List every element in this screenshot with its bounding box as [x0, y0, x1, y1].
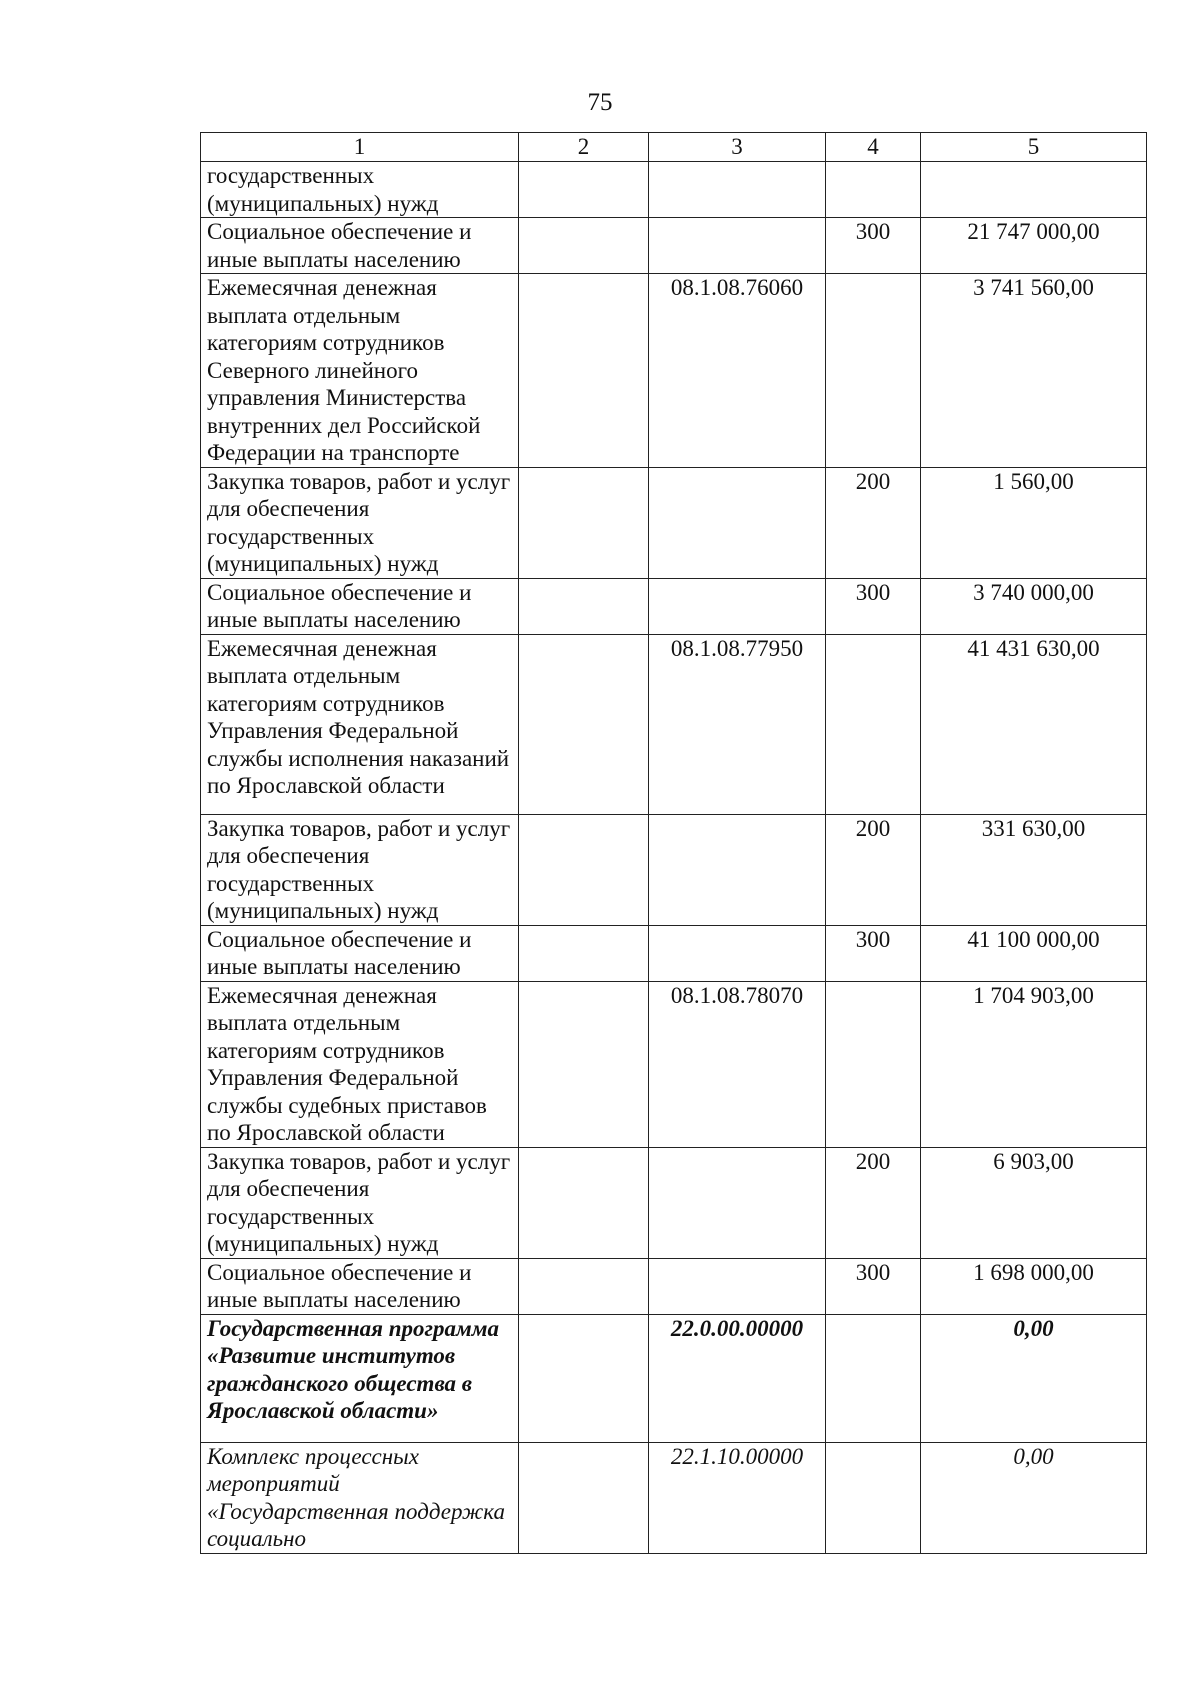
budget-table: [200, 132, 1147, 1554]
cell-amount: 41 100 000,00: [921, 925, 1147, 981]
cell-code: 08.1.08.78070: [649, 981, 826, 1147]
cell-col-2: [519, 925, 649, 981]
cell-col-2: [519, 218, 649, 274]
cell-code: [649, 218, 826, 274]
cell-expense-type: 200: [826, 467, 921, 578]
table-row: [201, 467, 1147, 578]
cell-code: [649, 467, 826, 578]
cell-col-2: [519, 467, 649, 578]
cell-name: Ежемесячная денежная выплата отдельным категориям сотрудников Управления Федеральной службы исполнения наказаний по Ярославской области: [201, 634, 519, 814]
cell-amount: 3 740 000,00: [921, 578, 1147, 634]
table-body: [201, 162, 1147, 1554]
table-row: [201, 1258, 1147, 1314]
cell-amount: 0,00: [921, 1314, 1147, 1442]
page-number: 75: [587, 89, 613, 116]
cell-code: 22.1.10.00000: [649, 1442, 826, 1553]
cell-amount: 41 431 630,00: [921, 634, 1147, 814]
cell-code: [649, 814, 826, 925]
cell-amount: 331 630,00: [921, 814, 1147, 925]
cell-code: 22.0.00.00000: [649, 1314, 826, 1442]
table-row: [201, 1314, 1147, 1442]
table-row: [201, 634, 1147, 814]
cell-amount: 1 698 000,00: [921, 1258, 1147, 1314]
cell-col-2: [519, 981, 649, 1147]
cell-name: Социальное обеспечение и иные выплаты населению: [201, 578, 519, 634]
cell-name: Социальное обеспечение и иные выплаты населению: [201, 925, 519, 981]
cell-name: Ежемесячная денежная выплата отдельным категориям сотрудников Управления Федеральной службы судебных приставов по Ярославской области: [201, 981, 519, 1147]
table-row: [201, 1147, 1147, 1258]
cell-code: [649, 162, 826, 218]
cell-name: государственных (муниципальных) нужд: [201, 162, 519, 218]
table-row: [201, 218, 1147, 274]
cell-amount: [921, 162, 1147, 218]
cell-expense-type: [826, 1314, 921, 1442]
table-row: [201, 1442, 1147, 1553]
cell-col-2: [519, 274, 649, 468]
cell-col-2: [519, 1314, 649, 1442]
cell-expense-type: 300: [826, 1258, 921, 1314]
cell-expense-type: 300: [826, 218, 921, 274]
cell-code: [649, 925, 826, 981]
header-col-1: 1: [201, 133, 519, 162]
cell-col-2: [519, 1442, 649, 1553]
header-col-4: 4: [826, 133, 921, 162]
cell-expense-type: [826, 162, 921, 218]
cell-amount: 3 741 560,00: [921, 274, 1147, 468]
cell-amount: 6 903,00: [921, 1147, 1147, 1258]
cell-expense-type: [826, 634, 921, 814]
header-col-5: 5: [921, 133, 1147, 162]
cell-name: Социальное обеспечение и иные выплаты населению: [201, 1258, 519, 1314]
cell-expense-type: 200: [826, 814, 921, 925]
cell-code: 08.1.08.77950: [649, 634, 826, 814]
table-row: [201, 925, 1147, 981]
cell-name: Закупка товаров, работ и услуг для обеспечения государственных (муниципальных) нужд: [201, 1147, 519, 1258]
cell-code: 08.1.08.76060: [649, 274, 826, 468]
cell-expense-type: 200: [826, 1147, 921, 1258]
cell-amount: 21 747 000,00: [921, 218, 1147, 274]
cell-col-2: [519, 814, 649, 925]
header-col-3: 3: [649, 133, 826, 162]
cell-expense-type: [826, 274, 921, 468]
cell-col-2: [519, 578, 649, 634]
cell-expense-type: [826, 981, 921, 1147]
header-col-2: 2: [519, 133, 649, 162]
cell-amount: 1 704 903,00: [921, 981, 1147, 1147]
cell-amount: 1 560,00: [921, 467, 1147, 578]
cell-expense-type: [826, 1442, 921, 1553]
cell-code: [649, 1258, 826, 1314]
table-row: [201, 162, 1147, 218]
cell-col-2: [519, 1147, 649, 1258]
table-row: [201, 578, 1147, 634]
cell-code: [649, 1147, 826, 1258]
cell-amount: 0,00: [921, 1442, 1147, 1553]
cell-code: [649, 578, 826, 634]
cell-name: Комплекс процессных мероприятий «Государственная поддержка социально: [201, 1442, 519, 1553]
table-row: [201, 814, 1147, 925]
table-row: [201, 981, 1147, 1147]
table-row: [201, 274, 1147, 468]
cell-col-2: [519, 162, 649, 218]
cell-name: Закупка товаров, работ и услуг для обеспечения государственных (муниципальных) нужд: [201, 467, 519, 578]
table-header-row: [201, 133, 1147, 162]
cell-name: Закупка товаров, работ и услуг для обеспечения государственных (муниципальных) нужд: [201, 814, 519, 925]
cell-col-2: [519, 1258, 649, 1314]
cell-expense-type: 300: [826, 925, 921, 981]
cell-col-2: [519, 634, 649, 814]
cell-name: Социальное обеспечение и иные выплаты населению: [201, 218, 519, 274]
cell-expense-type: 300: [826, 578, 921, 634]
cell-name: Ежемесячная денежная выплата отдельным категориям сотрудников Северного линейного управления Министерства внутренних дел Российской Федерации на транспорте: [201, 274, 519, 468]
cell-name: Государственная программа «Развитие институтов гражданского общества в Ярославской области»: [201, 1314, 519, 1442]
